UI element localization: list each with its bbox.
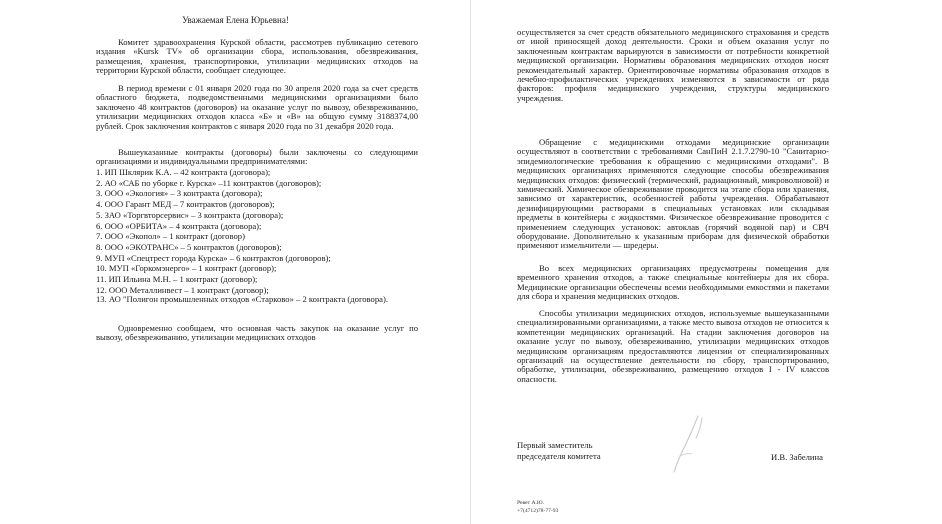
list-item: 5. ЗАО «Торгвторсервис» – 3 контракта (договора);	[96, 209, 284, 220]
signer-title-line1: Первый заместитель	[517, 440, 593, 450]
executor-name: Ревет А.Ю.	[517, 500, 545, 506]
contractors-list	[96, 167, 416, 305]
paragraph-premises: Во всех медицинских организациях предусмотрены помещения для временного хранения отходов, а также специальные контейнеры для их сбора. Медицинские организации обеспечены всеми необходимыми емкостями и пакетами для сбора и хранения медицинских отходов.	[517, 263, 829, 302]
paragraph-sanpin: Обращение с медицинскими отходами медицинские организации осуществляют в соответствии с требованиями СанПиН 2.1.7.2790-10 "Санитарно-эпидемиологические требования к обращению с медицинскими отходами". В медицинских организациях применяются следующие способы обезвреживания медицинских отходов: физический (термический, радиационный, микроволновой) и химический. Химическое обезвреживание проводится на этапе сбора или хранения, зависимо от характеристик, особенностей работы учреждения. Обрабатывают дезинфицирующими растворами в специальных установках или складывая предметы в контейнеры с жидкостями. Физическое обезвреживание проводится с применением следующих установок: автоклав (горячий водяной пар) и СВЧ оборудование. Дополнительно к указанным приборам для физической обработки применяют измельчители — шредеры.	[517, 137, 829, 251]
list-item: 2. АО «САБ по уборке г. Курска» –11 контрактов (договоров);	[96, 177, 322, 188]
paragraph-funding: осуществляется за счет средств обязательного медицинского страхования и средств от иной приносящей доход деятельности. Сроки и объем оказания услуг по заключенным контрактам варьируются в зависимости от потребности конкретной медицинской организации. Нормативы образования медицинских отходов носят рекомендательный характер. Ориентировочные нормативы образования отходов в лечебно-профилактических учреждениях изменяются в зависимости от ряда факторов: профиля медицинского учреждения, структуры медицинского учреждения.	[517, 27, 829, 103]
paragraph-contractors-intro: Вышеуказанные контракты (договоры) были заключены со следующими организациями и индивидуальными предпринимателями:	[96, 147, 418, 167]
signer-name: И.В. Забелина	[771, 452, 823, 462]
paragraph-methods: Способы утилизации медицинских отходов, используемые вышеуказанными специализированными организациями, а также место вывоза отходов не относится к компетенции медицинских организаций. На стадии заключения договоров на оказание услуг по вывозу, обезвреживанию, утилизации медицинских отходов медицинским организациям предоставляются лицензии от специализированных организаций на осуществление деятельности по сбору, транспортированию, обработке, утилизации, обезвреживанию, размещению отходов I - IV классов опасности.	[517, 308, 829, 384]
signer-title-line2: председателя комитета	[517, 451, 601, 461]
list-item: 4. ООО Гарант МЕД – 7 контрактов (договоров);	[96, 199, 275, 210]
list-item: 3. ООО «Экология» – 3 контракта (договора);	[96, 188, 263, 199]
handwritten-signature-icon	[668, 412, 718, 476]
list-item: 9. МУП «Спецтрест города Курска» – 6 контрактов (договоров);	[96, 252, 331, 263]
salutation: Уважаемая Елена Юрьевна!	[182, 15, 289, 25]
list-item: 1. ИП Шклярик К.А. – 42 контракта (договора);	[96, 167, 271, 177]
list-item: 13. АО "Полигон промышленных отходов «Старково» – 2 контракта (договора).	[96, 294, 388, 305]
list-item: 10. МУП «Горкомэнерго» – 1 контракт (договор);	[96, 263, 277, 274]
executor-phone: +7(4712)78-77-93	[517, 508, 559, 514]
list-item: 11. ИП Ильина М.Н. – 1 контракт (договор);	[96, 274, 258, 285]
paragraph-intro: Комитет здравоохранения Курской области, рассмотрев публикацию сетевого издания «Kursk TV» об организации сбора, использования, обезвреживания, размещения, хранения, транспортировки, утилизации медицинских отходов на территории Курской области, сообщает следующее.	[96, 37, 418, 76]
list-item: 8. ООО «ЭКОТРАНС» – 5 контрактов (договоров);	[96, 241, 282, 252]
list-item: 6. ООО «ОРБИТА» – 4 контракта (договора);	[96, 220, 262, 231]
list-item: 12. ООО Металлинвест – 1 контракт (договор);	[96, 284, 269, 295]
paragraph-main-part: Одновременно сообщаем, что основная часть закупок на оказание услуг по вывозу, обезвреживанию, утилизации медицинских отходов	[96, 323, 418, 343]
list-item: 7. ООО «Экопол» – 1 контракт (договор)	[96, 231, 245, 242]
paragraph-period: В период времени с 01 января 2020 года по 30 апреля 2020 года за счет средств областного бюджета, подведомственными медицинскими организациями было заключено 48 контрактов (договоров) на оказание услуг по вывозу, обезвреживанию, утилизации медицинских отходов класса «Б» и «В» на общую сумму 3188374,00 рублей. Срок заключения контрактов с января 2020 года по 31 декабря 2020 года.	[96, 83, 418, 131]
